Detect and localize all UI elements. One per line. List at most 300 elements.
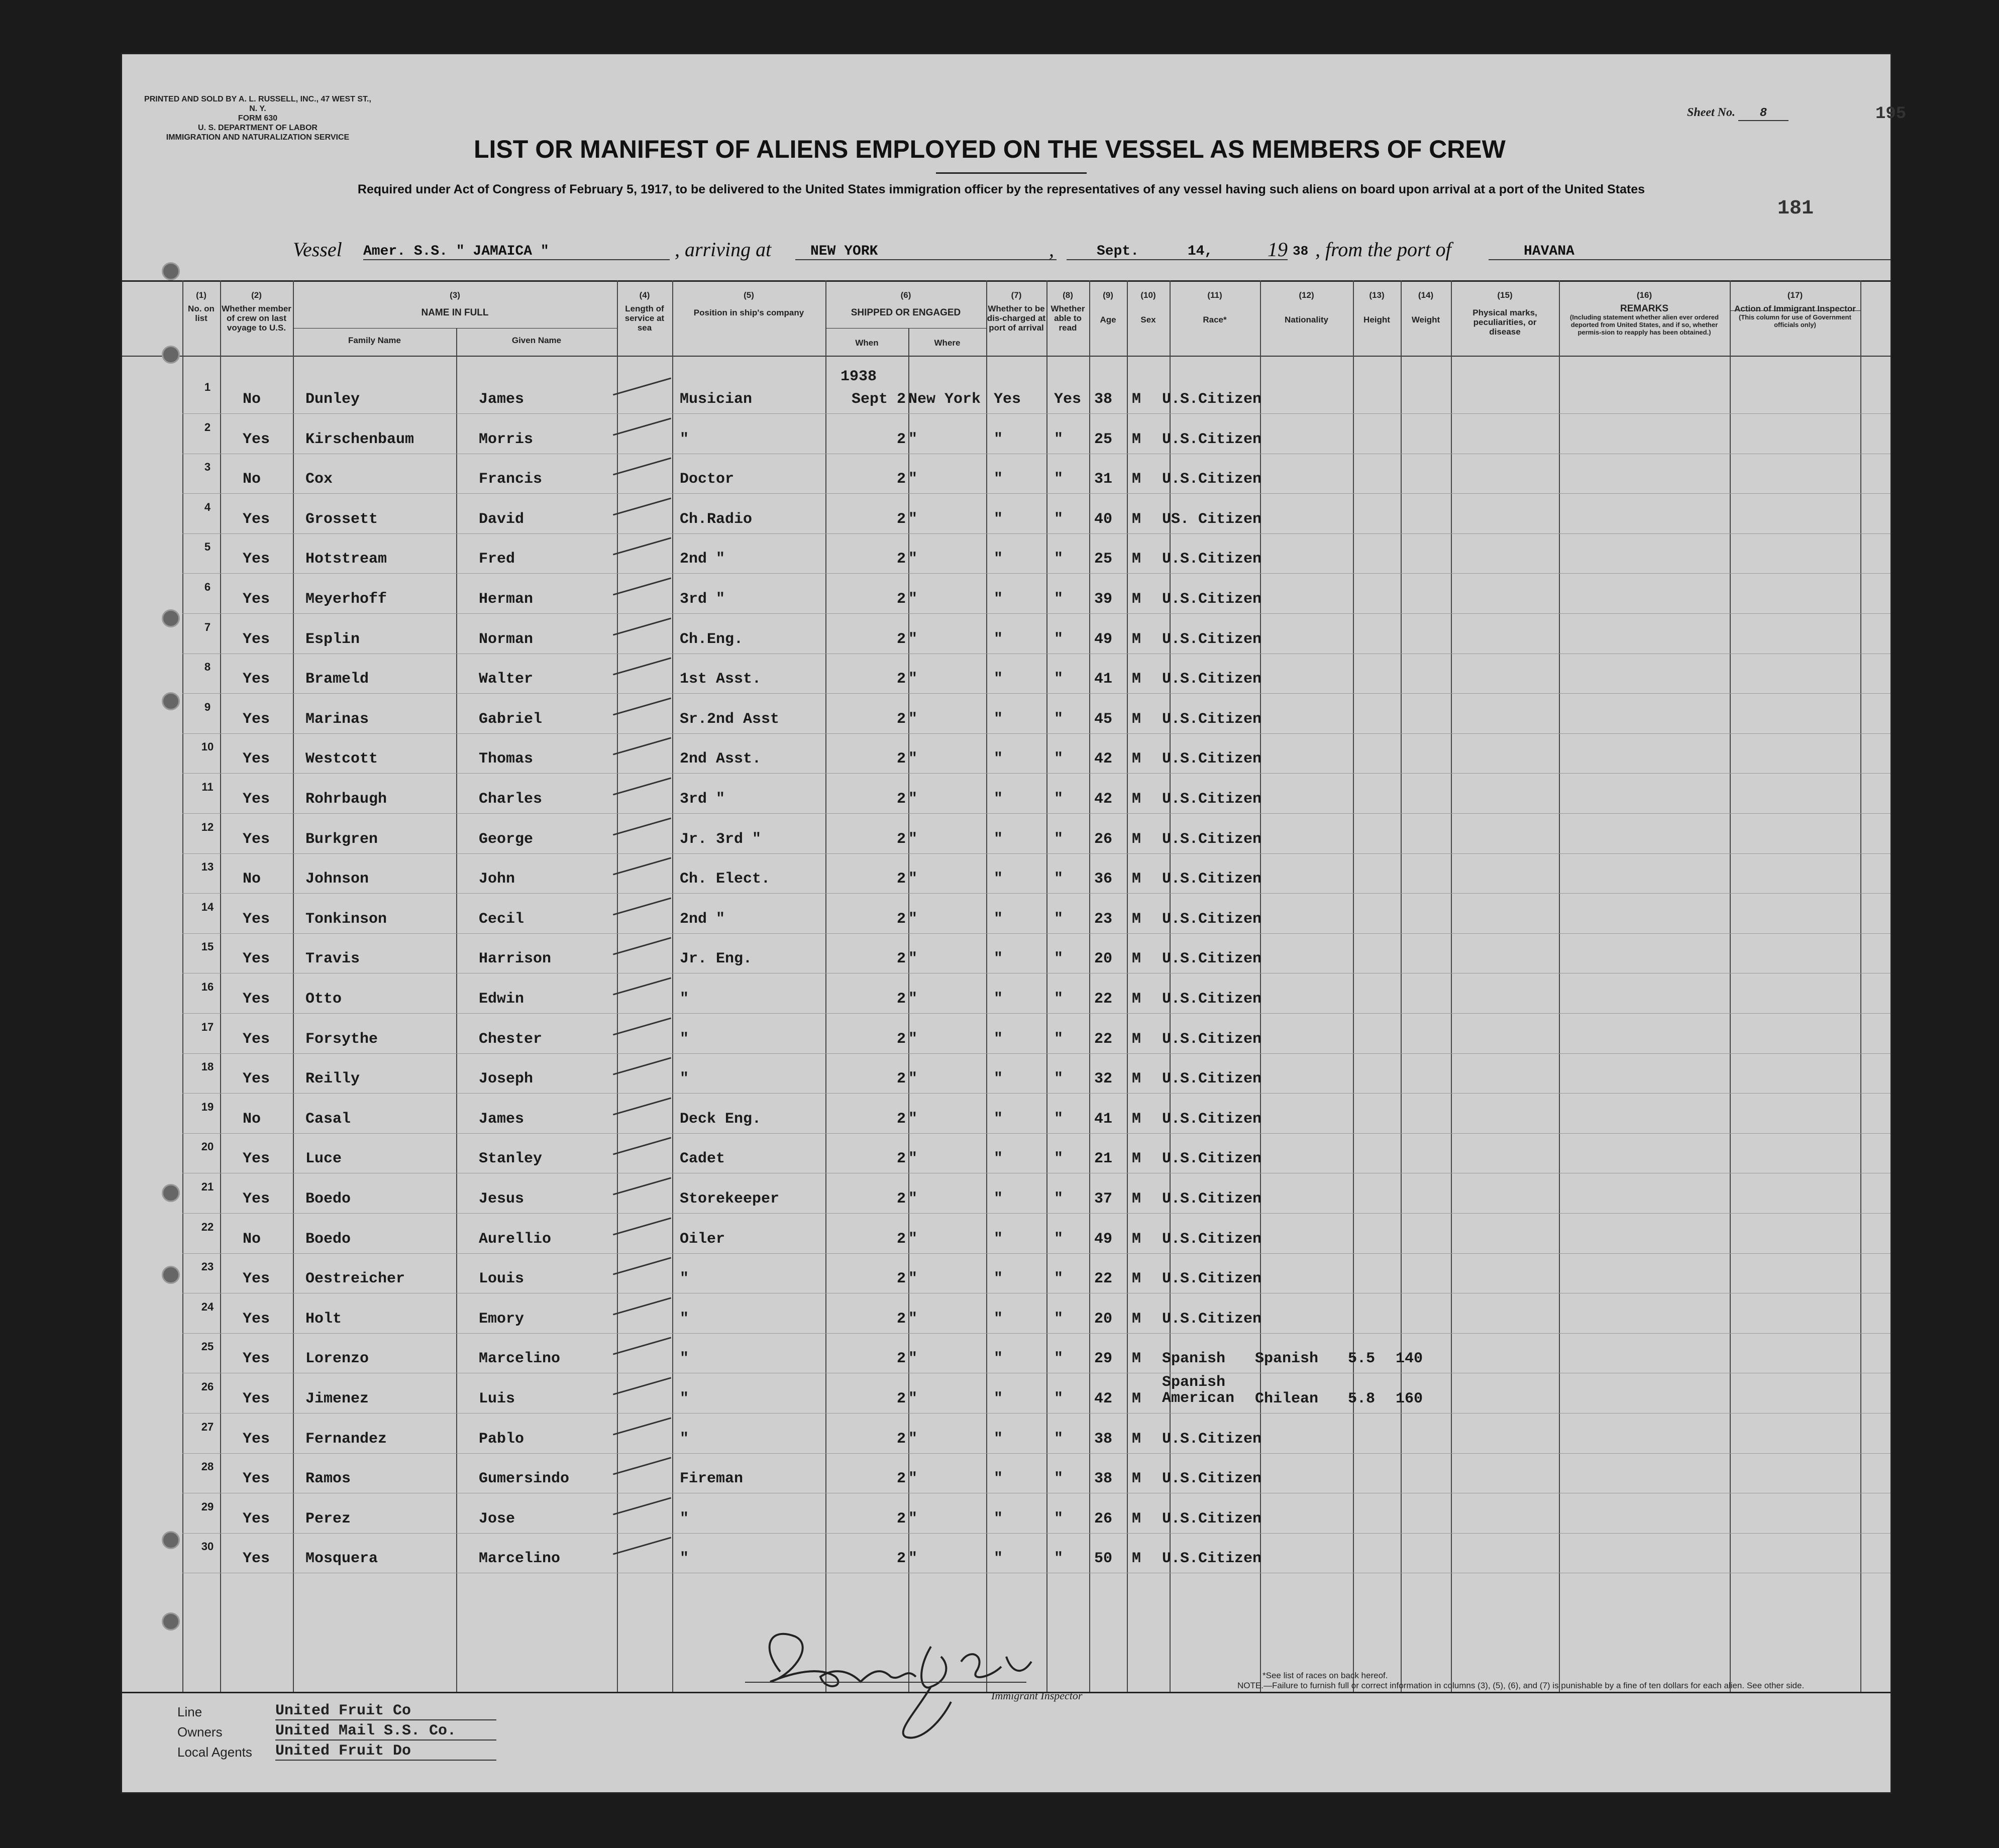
race-cell: U.S.Citizen <box>1162 1190 1262 1208</box>
shipped-when-cell: 2 <box>896 471 906 488</box>
able-to-read-cell: " <box>1054 950 1064 968</box>
year-note: 1938 <box>840 368 877 385</box>
shipped-where-cell: " <box>908 1310 918 1328</box>
table-row <box>122 700 1890 741</box>
discharged-cell: " <box>994 1310 1003 1328</box>
when-header: When <box>855 338 879 348</box>
binder-hole <box>162 1531 180 1549</box>
given-name-cell: Chester <box>479 1030 543 1048</box>
table-row <box>122 500 1890 541</box>
race-cell: U.S.Citizen <box>1162 391 1262 408</box>
weight-cell: 160 <box>1396 1390 1423 1407</box>
able-to-read-cell: " <box>1054 910 1064 928</box>
row-number: 30 <box>201 1540 214 1553</box>
row-number: 21 <box>201 1180 214 1193</box>
age-cell: 25 <box>1094 430 1113 448</box>
age-cell: 50 <box>1094 1550 1113 1568</box>
table-row <box>122 981 1890 1021</box>
family-name-cell: Casal <box>305 1110 351 1128</box>
sex-cell: M <box>1132 750 1141 768</box>
previous-voyage-cell: Yes <box>243 630 270 648</box>
races-note: *See list of races on back hereof. <box>1262 1671 1388 1680</box>
able-to-read-cell: " <box>1054 830 1064 848</box>
race-cell: U.S.Citizen <box>1162 471 1262 488</box>
race-cell: U.S.Citizen <box>1162 1110 1262 1128</box>
table-row <box>122 860 1890 901</box>
shipped-when-cell: 2 <box>896 430 906 448</box>
shipped-where-cell: " <box>908 551 918 568</box>
sex-cell: M <box>1132 471 1141 488</box>
page-stamp: 181 <box>1777 197 1814 220</box>
age-cell: 21 <box>1094 1150 1113 1168</box>
family-name-cell: Kirschenbaum <box>305 430 414 448</box>
previous-voyage-cell: Yes <box>243 591 270 608</box>
table-row <box>122 1180 1890 1221</box>
family-name-cell: Cox <box>305 471 333 488</box>
position-cell: 3rd " <box>680 591 725 608</box>
binder-hole <box>162 609 180 627</box>
row-number: 1 <box>204 381 211 393</box>
race-cell: U.S.Citizen <box>1162 991 1262 1008</box>
age-cell: 42 <box>1094 791 1113 808</box>
table-row <box>122 1220 1890 1261</box>
row-number: 11 <box>201 781 214 793</box>
row-number: 2 <box>204 420 211 433</box>
able-to-read-cell: " <box>1054 1550 1064 1568</box>
shipped-when-cell: 2 <box>896 871 906 888</box>
col-1-header: (1) No. on list <box>188 290 215 323</box>
line-value: United Fruit Co <box>275 1702 496 1720</box>
previous-voyage-cell: Yes <box>243 991 270 1008</box>
age-cell: 22 <box>1094 1030 1113 1048</box>
footer-line <box>177 1702 411 1720</box>
shipped-when-cell: 2 <box>896 630 906 648</box>
race-cell: U.S.Citizen <box>1162 1070 1262 1088</box>
shipped-where-cell: " <box>908 430 918 448</box>
given-name-cell: James <box>479 391 524 408</box>
family-name-cell: Forsythe <box>305 1030 378 1048</box>
shipped-where-cell: " <box>908 1070 918 1088</box>
row-number: 23 <box>201 1260 214 1273</box>
previous-voyage-cell: No <box>243 1110 261 1128</box>
shipped-when-cell: 2 <box>896 1390 906 1407</box>
table-row <box>122 1340 1890 1380</box>
col-10-header: (10) Sex <box>1140 290 1156 324</box>
shipped-where-cell: " <box>908 950 918 968</box>
position-cell: Oiler <box>680 1230 725 1248</box>
previous-voyage-cell: Yes <box>243 710 270 728</box>
given-name-cell: Louis <box>479 1270 524 1288</box>
family-name-cell: Lorenzo <box>305 1350 369 1368</box>
row-number: 13 <box>201 860 214 874</box>
discharged-cell: " <box>994 1230 1003 1248</box>
discharged-cell: " <box>994 950 1003 968</box>
table-row <box>122 461 1890 501</box>
age-cell: 26 <box>1094 1510 1113 1528</box>
given-name-cell: Stanley <box>479 1150 543 1168</box>
able-to-read-cell: " <box>1054 591 1064 608</box>
given-name-cell: Gabriel <box>479 710 543 728</box>
arrival-month: Sept. <box>1097 244 1139 259</box>
binder-hole <box>162 346 180 364</box>
printer-line-1: PRINTED AND SOLD BY A. L. RUSSELL, INC., 47 WEST ST., N. Y. <box>144 95 371 113</box>
race-cell: U.S.Citizen <box>1162 1030 1262 1048</box>
sex-cell: M <box>1132 591 1141 608</box>
discharged-cell: " <box>994 471 1003 488</box>
position-cell: " <box>680 1350 689 1368</box>
previous-voyage-cell: Yes <box>243 910 270 928</box>
row-number: 8 <box>204 661 211 674</box>
shipped-when-cell: Sept 2 <box>851 391 906 408</box>
able-to-read-cell: " <box>1054 551 1064 568</box>
previous-voyage-cell: Yes <box>243 1550 270 1568</box>
race-cell: U.S.Citizen <box>1162 671 1262 688</box>
table-row <box>122 1500 1890 1541</box>
race-cell: U.S.Citizen <box>1162 551 1262 568</box>
position-cell: 3rd " <box>680 791 725 808</box>
discharged-cell: " <box>994 991 1003 1008</box>
footer-note <box>1237 1671 1855 1691</box>
family-name-cell: Dunley <box>305 391 360 408</box>
sex-cell: M <box>1132 630 1141 648</box>
race-cell: U.S.Citizen <box>1162 791 1262 808</box>
sex-cell: M <box>1132 991 1141 1008</box>
table-row <box>122 900 1890 941</box>
shipped-when-cell: 2 <box>896 1030 906 1048</box>
table-row <box>122 1460 1890 1500</box>
sex-cell: M <box>1132 430 1141 448</box>
sex-cell: M <box>1132 950 1141 968</box>
sheet-number-value: 8 <box>1738 106 1788 121</box>
position-cell: " <box>680 1310 689 1328</box>
table-row <box>122 540 1890 581</box>
previous-voyage-cell: Yes <box>243 671 270 688</box>
row-number: 20 <box>201 1140 214 1153</box>
able-to-read-cell: " <box>1054 1150 1064 1168</box>
shipped-where-cell: " <box>908 591 918 608</box>
binder-hole <box>162 1266 180 1284</box>
age-cell: 37 <box>1094 1190 1113 1208</box>
able-to-read-cell: Yes <box>1054 391 1082 408</box>
previous-voyage-cell: Yes <box>243 1430 270 1448</box>
row-number: 22 <box>201 1220 214 1233</box>
previous-voyage-cell: Yes <box>243 1390 270 1407</box>
previous-voyage-cell: Yes <box>243 551 270 568</box>
title-rule <box>936 172 1087 174</box>
position-cell: Cadet <box>680 1150 725 1168</box>
row-number: 29 <box>201 1500 214 1513</box>
discharged-cell: " <box>994 1350 1003 1368</box>
sex-cell: M <box>1132 1470 1141 1488</box>
arriving-label: , arriving at <box>675 238 772 261</box>
shipped-where-cell: " <box>908 1350 918 1368</box>
family-name-cell: Oestreicher <box>305 1270 405 1288</box>
shipped-where-cell: " <box>908 1150 918 1168</box>
race-cell: U.S.Citizen <box>1162 1550 1262 1568</box>
vessel-label: Vessel <box>293 238 342 261</box>
shipped-when-cell: 2 <box>896 1150 906 1168</box>
given-name-cell: Morris <box>479 430 534 448</box>
able-to-read-cell: " <box>1054 791 1064 808</box>
able-to-read-cell: " <box>1054 1350 1064 1368</box>
age-cell: 42 <box>1094 1390 1113 1407</box>
shipped-when-cell: 2 <box>896 1550 906 1568</box>
discharged-cell: " <box>994 1070 1003 1088</box>
position-cell: Doctor <box>680 471 734 488</box>
table-row <box>122 1020 1890 1061</box>
previous-voyage-cell: Yes <box>243 830 270 848</box>
previous-voyage-cell: Yes <box>243 1310 270 1328</box>
inspector-label: Immigrant Inspector <box>991 1689 1083 1702</box>
col-3-header: (3) NAME IN FULL <box>421 290 489 318</box>
age-cell: 41 <box>1094 1110 1113 1128</box>
given-name-cell: Marcelino <box>479 1350 561 1368</box>
age-cell: 49 <box>1094 1230 1113 1248</box>
family-name-cell: Meyerhoff <box>305 591 387 608</box>
discharged-cell: " <box>994 591 1003 608</box>
shipped-where-cell: " <box>908 1190 918 1208</box>
discharged-cell: " <box>994 1270 1003 1288</box>
arrival-day: 14, <box>1187 244 1213 259</box>
sex-cell: M <box>1132 1070 1141 1088</box>
family-name-cell: Jimenez <box>305 1390 369 1407</box>
rows-layer <box>122 280 1890 1692</box>
shipped-when-cell: 2 <box>896 910 906 928</box>
sex-cell: M <box>1132 391 1141 408</box>
age-cell: 40 <box>1094 510 1113 528</box>
given-name-cell: Joseph <box>479 1070 534 1088</box>
col-5-header: (5) Position in ship's company <box>693 290 804 317</box>
shipped-when-cell: 2 <box>896 1470 906 1488</box>
shipped-when-cell: 2 <box>896 551 906 568</box>
given-name-cell: Walter <box>479 671 534 688</box>
age-cell: 38 <box>1094 391 1113 408</box>
able-to-read-cell: " <box>1054 871 1064 888</box>
position-cell: Fireman <box>680 1470 744 1488</box>
sex-cell: M <box>1132 710 1141 728</box>
row-number: 27 <box>201 1420 214 1433</box>
nationality-cell: Chilean <box>1255 1390 1319 1407</box>
vessel-line: Vessel Amer. S.S. " JAMAICA " , arriving at NEW YORK , Sept. 14, 19 38 , from the port of HAVANA <box>293 238 1860 268</box>
sex-cell: M <box>1132 1550 1141 1568</box>
race-cell: Spanish <box>1162 1350 1226 1368</box>
able-to-read-cell: " <box>1054 510 1064 528</box>
shipped-where-cell: " <box>908 750 918 768</box>
race-cell: U.S.Citizen <box>1162 1230 1262 1248</box>
table-row <box>122 661 1890 701</box>
able-to-read-cell: " <box>1054 1270 1064 1288</box>
race-cell: U.S.Citizen <box>1162 1510 1262 1528</box>
row-number: 24 <box>201 1300 214 1313</box>
given-name-cell: Harrison <box>479 950 552 968</box>
previous-voyage-cell: Yes <box>243 1070 270 1088</box>
sex-cell: M <box>1132 671 1141 688</box>
table-row <box>122 620 1890 661</box>
family-name-cell: Grossett <box>305 510 378 528</box>
arriving-port: NEW YORK <box>795 244 1057 260</box>
table-row <box>122 581 1890 621</box>
sex-cell: M <box>1132 871 1141 888</box>
family-name-cell: Westcott <box>305 750 378 768</box>
shipped-when-cell: 2 <box>896 1070 906 1088</box>
shipped-when-cell: 2 <box>896 591 906 608</box>
printer-line-4: IMMIGRATION AND NATURALIZATION SERVICE <box>166 133 350 142</box>
age-cell: 23 <box>1094 910 1113 928</box>
family-name-cell: Otto <box>305 991 342 1008</box>
given-name-cell: Charles <box>479 791 543 808</box>
row-number: 26 <box>201 1380 214 1393</box>
shipped-where-cell: " <box>908 471 918 488</box>
shipped-when-cell: 2 <box>896 1270 906 1288</box>
discharged-cell: " <box>994 830 1003 848</box>
discharged-cell: " <box>994 750 1003 768</box>
family-name-cell: Boedo <box>305 1190 351 1208</box>
row-number: 12 <box>201 820 214 833</box>
printer-block <box>142 94 373 142</box>
family-name-cell: Tonkinson <box>305 910 387 928</box>
position-cell: Jr. 3rd " <box>680 830 762 848</box>
crew-table <box>122 280 1890 1692</box>
position-cell: " <box>680 1030 689 1048</box>
page-title: LIST OR MANIFEST OF ALIENS EMPLOYED ON THE VESSEL AS MEMBERS OF CREW <box>474 135 1506 163</box>
race-cell: U.S.Citizen <box>1162 1150 1262 1168</box>
shipped-when-cell: 2 <box>896 1310 906 1328</box>
discharged-cell: " <box>994 430 1003 448</box>
position-cell: " <box>680 1550 689 1568</box>
age-cell: 32 <box>1094 1070 1113 1088</box>
shipped-when-cell: 2 <box>896 791 906 808</box>
sex-cell: M <box>1132 1270 1141 1288</box>
footer-owners <box>177 1722 457 1740</box>
able-to-read-cell: " <box>1054 430 1064 448</box>
age-cell: 22 <box>1094 1270 1113 1288</box>
age-cell: 38 <box>1094 1430 1113 1448</box>
discharged-cell: " <box>994 1390 1003 1407</box>
able-to-read-cell: " <box>1054 1510 1064 1528</box>
shipped-where-cell: " <box>908 871 918 888</box>
able-to-read-cell: " <box>1054 671 1064 688</box>
from-label: , from the port of <box>1315 238 1451 261</box>
sex-cell: M <box>1132 1310 1141 1328</box>
shipped-when-cell: 2 <box>896 1230 906 1248</box>
given-name-cell: Fred <box>479 551 515 568</box>
position-cell: Sr.2nd Asst <box>680 710 780 728</box>
race-cell: U.S.Citizen <box>1162 1310 1262 1328</box>
given-name-cell: Gumersindo <box>479 1470 570 1488</box>
age-cell: 39 <box>1094 591 1113 608</box>
family-name-cell: Fernandez <box>305 1430 387 1448</box>
race-cell: U.S.Citizen <box>1162 910 1262 928</box>
table-row <box>122 1140 1890 1180</box>
given-name-cell: Jesus <box>479 1190 524 1208</box>
col-6-header: (6) SHIPPED OR ENGAGED <box>851 290 961 318</box>
shipped-where-cell: " <box>908 1510 918 1528</box>
height-cell: 5.5 <box>1348 1350 1376 1368</box>
sex-cell: M <box>1132 830 1141 848</box>
race-cell: U.S.Citizen <box>1162 630 1262 648</box>
col-9-header: (9) Age <box>1100 290 1116 324</box>
given-name-cell: Herman <box>479 591 534 608</box>
family-name-cell: Rohrbaugh <box>305 791 387 808</box>
shipped-when-cell: 2 <box>896 750 906 768</box>
previous-voyage-cell: No <box>243 391 261 408</box>
row-number: 16 <box>201 981 214 993</box>
shipped-where-cell: " <box>908 830 918 848</box>
shipped-where-cell: " <box>908 1390 918 1407</box>
position-cell: Ch.Eng. <box>680 630 744 648</box>
given-name-header: Given Name <box>511 336 562 345</box>
owners-value: United Mail S.S. Co. <box>275 1722 496 1741</box>
given-name-cell: Luis <box>479 1390 515 1407</box>
table-row <box>122 1100 1890 1141</box>
given-name-cell: George <box>479 830 534 848</box>
previous-voyage-cell: Yes <box>243 1190 270 1208</box>
manifest-sheet <box>121 53 1907 1794</box>
race-cell: US. Citizen <box>1162 510 1262 528</box>
shipped-when-cell: 2 <box>896 991 906 1008</box>
position-cell: " <box>680 430 689 448</box>
col-2-header: (2) Whether member of crew on last voyage to U.S. <box>222 290 291 333</box>
agents-label: Local Agents <box>177 1745 252 1760</box>
position-cell: " <box>680 1390 689 1407</box>
discharged-cell: " <box>994 791 1003 808</box>
position-cell: " <box>680 1510 689 1528</box>
given-name-cell: Marcelino <box>479 1550 561 1568</box>
corner-stamp: 195 <box>1875 104 1907 124</box>
shipped-where-cell: " <box>908 1430 918 1448</box>
family-name-cell: Hotstream <box>305 551 387 568</box>
table-row <box>122 1060 1890 1101</box>
able-to-read-cell: " <box>1054 1310 1064 1328</box>
height-cell: 5.8 <box>1348 1390 1376 1407</box>
discharged-cell: " <box>994 551 1003 568</box>
agents-value: United Fruit Do <box>275 1743 496 1761</box>
subtitle: Required under Act of Congress of February 5, 1917, to be delivered to the United States immigration officer by the representatives of any vessel having such aliens on board upon arrival at a port of the United States <box>357 182 1645 196</box>
discharged-cell: " <box>994 871 1003 888</box>
shipped-when-cell: 2 <box>896 1190 906 1208</box>
position-cell: " <box>680 1430 689 1448</box>
discharged-cell: " <box>994 630 1003 648</box>
shipped-when-cell: 2 <box>896 1350 906 1368</box>
shipped-when-cell: 2 <box>896 1510 906 1528</box>
sex-cell: M <box>1132 791 1141 808</box>
family-name-cell: Ramos <box>305 1470 351 1488</box>
shipped-when-cell: 2 <box>896 710 906 728</box>
owners-label: Owners <box>177 1724 223 1740</box>
previous-voyage-cell: Yes <box>243 1470 270 1488</box>
shipped-where-cell: " <box>908 671 918 688</box>
previous-voyage-cell: Yes <box>243 1510 270 1528</box>
row-number: 14 <box>201 900 214 913</box>
table-row <box>122 820 1890 861</box>
from-port: HAVANA <box>1489 244 1890 260</box>
able-to-read-cell: " <box>1054 630 1064 648</box>
row-number: 19 <box>201 1100 214 1113</box>
sheet-number-label: Sheet No. <box>1687 106 1735 119</box>
shipped-when-cell: 2 <box>896 510 906 528</box>
given-name-cell: Francis <box>479 471 543 488</box>
table-row <box>122 940 1890 981</box>
position-cell: " <box>680 1070 689 1088</box>
col-8-header: (8) Whether able to read <box>1050 290 1085 333</box>
given-name-cell: Jose <box>479 1510 515 1528</box>
shipped-where-cell: " <box>908 1030 918 1048</box>
row-number: 7 <box>204 620 211 633</box>
sex-cell: M <box>1132 1190 1141 1208</box>
col-16-header: (16) REMARKS (Including statement whether alien ever ordered deported from United States, and if so, whether permis-sion to reapply has been obtained.) <box>1569 290 1719 336</box>
year-value: 38 <box>1293 244 1309 259</box>
race-cell: U.S.Citizen <box>1162 430 1262 448</box>
